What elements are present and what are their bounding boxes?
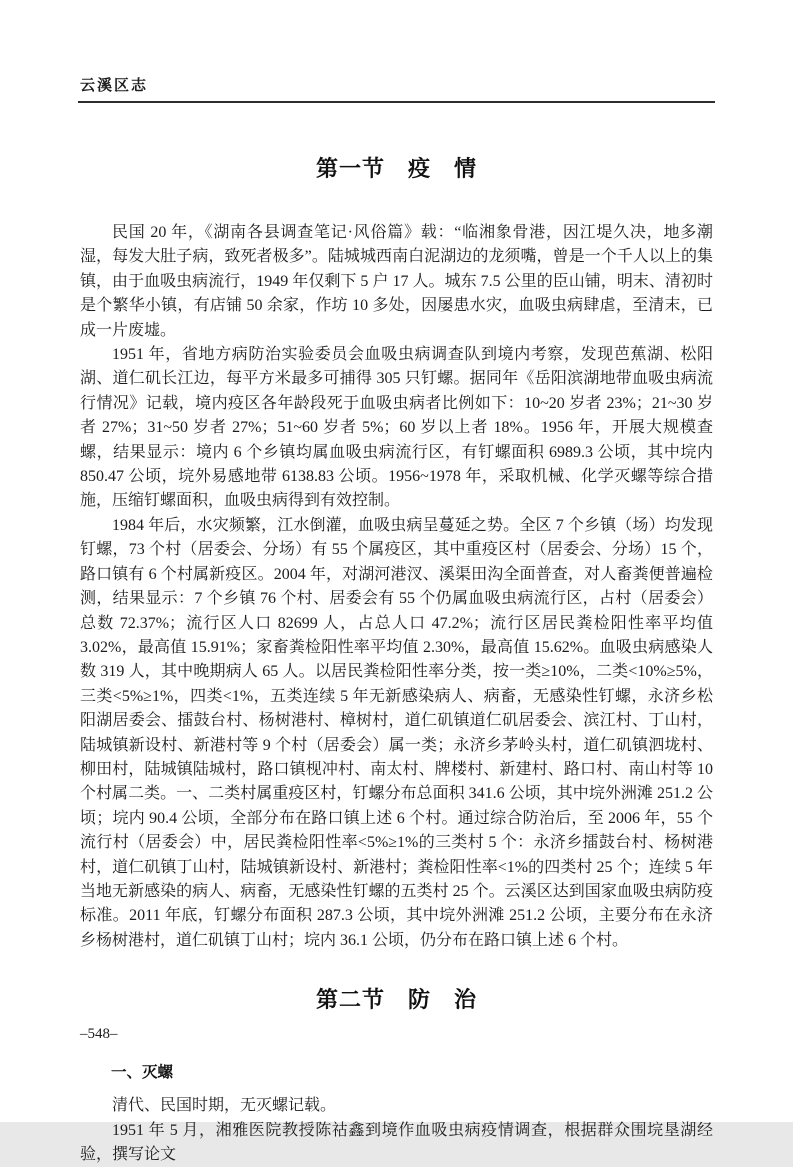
section-1-title: 第一节 疫 情 (315, 156, 477, 181)
page-content (80, 140, 713, 1167)
section-1-paragraph-1: 民国 20 年，《湖南各县调查笔记·风俗篇》载：“临湘象骨港，因江堤久决，地多潮湿，每发大肚子病，致死者极多”。陆城城西南白泥湖边的龙须嘴，曾是一个千人以上的集镇，由于血吸虫病流行，1949 年仅剩下 5 户 17 人。城东 7.5 公里的臣山铺，明末、清初时是个繁华小镇，有店铺 50 余家，作坊 10 多处，因屡患水灾，血吸虫病肆虐，至清末，已成一片废墟。 (80, 224, 713, 339)
section-1-paragraph-2: 1951 年，省地方病防治实验委员会血吸虫病调查队到境内考察，发现芭蕉湖、松阳湖、道仁矶长江边，每平方米最多可捕得 305 只钉螺。据同年《岳阳滨湖地带血吸虫病流行情况》记载，境内疫区各年龄段死于血吸虫病者比例如下：10~20 岁者 23%；21~30 岁者 27%；31~50 岁者 27%；51~60 岁者 5%；60 岁以上者 18%。1956 年，开展大规模查螺，结果显示：境内 6 个乡镇均属血吸虫病流行区，有钉螺面积 6989.3 公顷，其中垸内 850.47 公顷，垸外易感地带 6138.83 公顷。1956~1978 年，采取机械、化学灭螺等综合措施，压缩钉螺面积，血吸虫病得到有效控制。 (80, 346, 713, 510)
section-1-paragraph-3: 1984 年后，水灾频繁，江水倒灌，血吸虫病呈蔓延之势。全区 7 个乡镇（场）均发现钉螺，73 个村（居委会、分场）有 55 个属疫区，其中重疫区村（居委会、分场）15 个，路口镇有 6 个村属新疫区。2004 年，对湖河港汊、溪渠田沟全面普查，对人畜粪便普遍检测，结果显示：7 个乡镇 76 个村、居委会有 55 个仍属血吸虫病流行区，占村（居委会）总数 72.37%；流行区人口 82699 人，占总人口 47.2%；流行区居民粪检阳性率平均值 3.02%，最高值 15.91%；家畜粪检阳性率平均值 2.30%，最高值 15.62%。血吸虫病感染人数 319 人，其中晚期病人 65 人。以居民粪检阳性率分类，按一类≥10%，二类<10%≥5%，三类<5%≥1%，四类<1%，五类连续 5 年无新感染病人、病畜，无感染性钉螺，永济乡松阳湖居委会、擂鼓台村、杨树港村、樟树村，道仁矶镇道仁矶居委会、滨江村、丁山村，陆城镇新设村、新港村等 9 个村（居委会）属一类；永济乡茅岭头村，道仁矶镇泗垅村、柳田村，陆城镇陆城村，路口镇枧冲村、南太村、牌楼村、新建村、路口村、南山村等 10 个村属二类。一、二类村属重疫区村，钉螺分布总面积 341.6 公顷，其中垸外洲滩 251.2 公顷；垸内 90.4 公顷，全部分布在路口镇上述 6 个村。通过综合防治后，至 2006 年，55 个流行村（居委会）中，居民粪检阳性率<5%≥1%的三类村 5 个：永济乡擂鼓台村、杨树港村，道仁矶镇丁山村，陆城镇新设村、新港村；粪检阳性率<1%的四类村 25 个；连续 5 年当地无新感染的病人、病畜，无感染性钉螺的五类村 25 个。云溪区达到国家血吸虫病防疫标准。2011 年底，钉螺分布面积 287.3 公顷，其中垸外洲滩 251.2 公顷，主要分布在永济乡杨树港村，道仁矶镇丁山村；垸内 36.1 公顷，仍分布在路口镇上述 6 个村。 (80, 516, 713, 949)
header-rule (78, 101, 715, 103)
page-number: –548– (80, 1026, 118, 1042)
subsection-heading-miehluo: 一、灭螺 (111, 1064, 174, 1082)
section-2-title: 第二节 防 治 (315, 987, 477, 1013)
running-head-book-title: 云溪区志 (80, 77, 149, 94)
section-2-paragraph-1: 清代、民国时期，无灭螺记载。 (112, 1097, 337, 1115)
section-2-paragraph-2: 1951 年 5 月，湘雅医院教授陈祜鑫到境作血吸虫病疫情调查，根据群众围垸垦湖经验，撰写论文 (80, 1121, 713, 1163)
